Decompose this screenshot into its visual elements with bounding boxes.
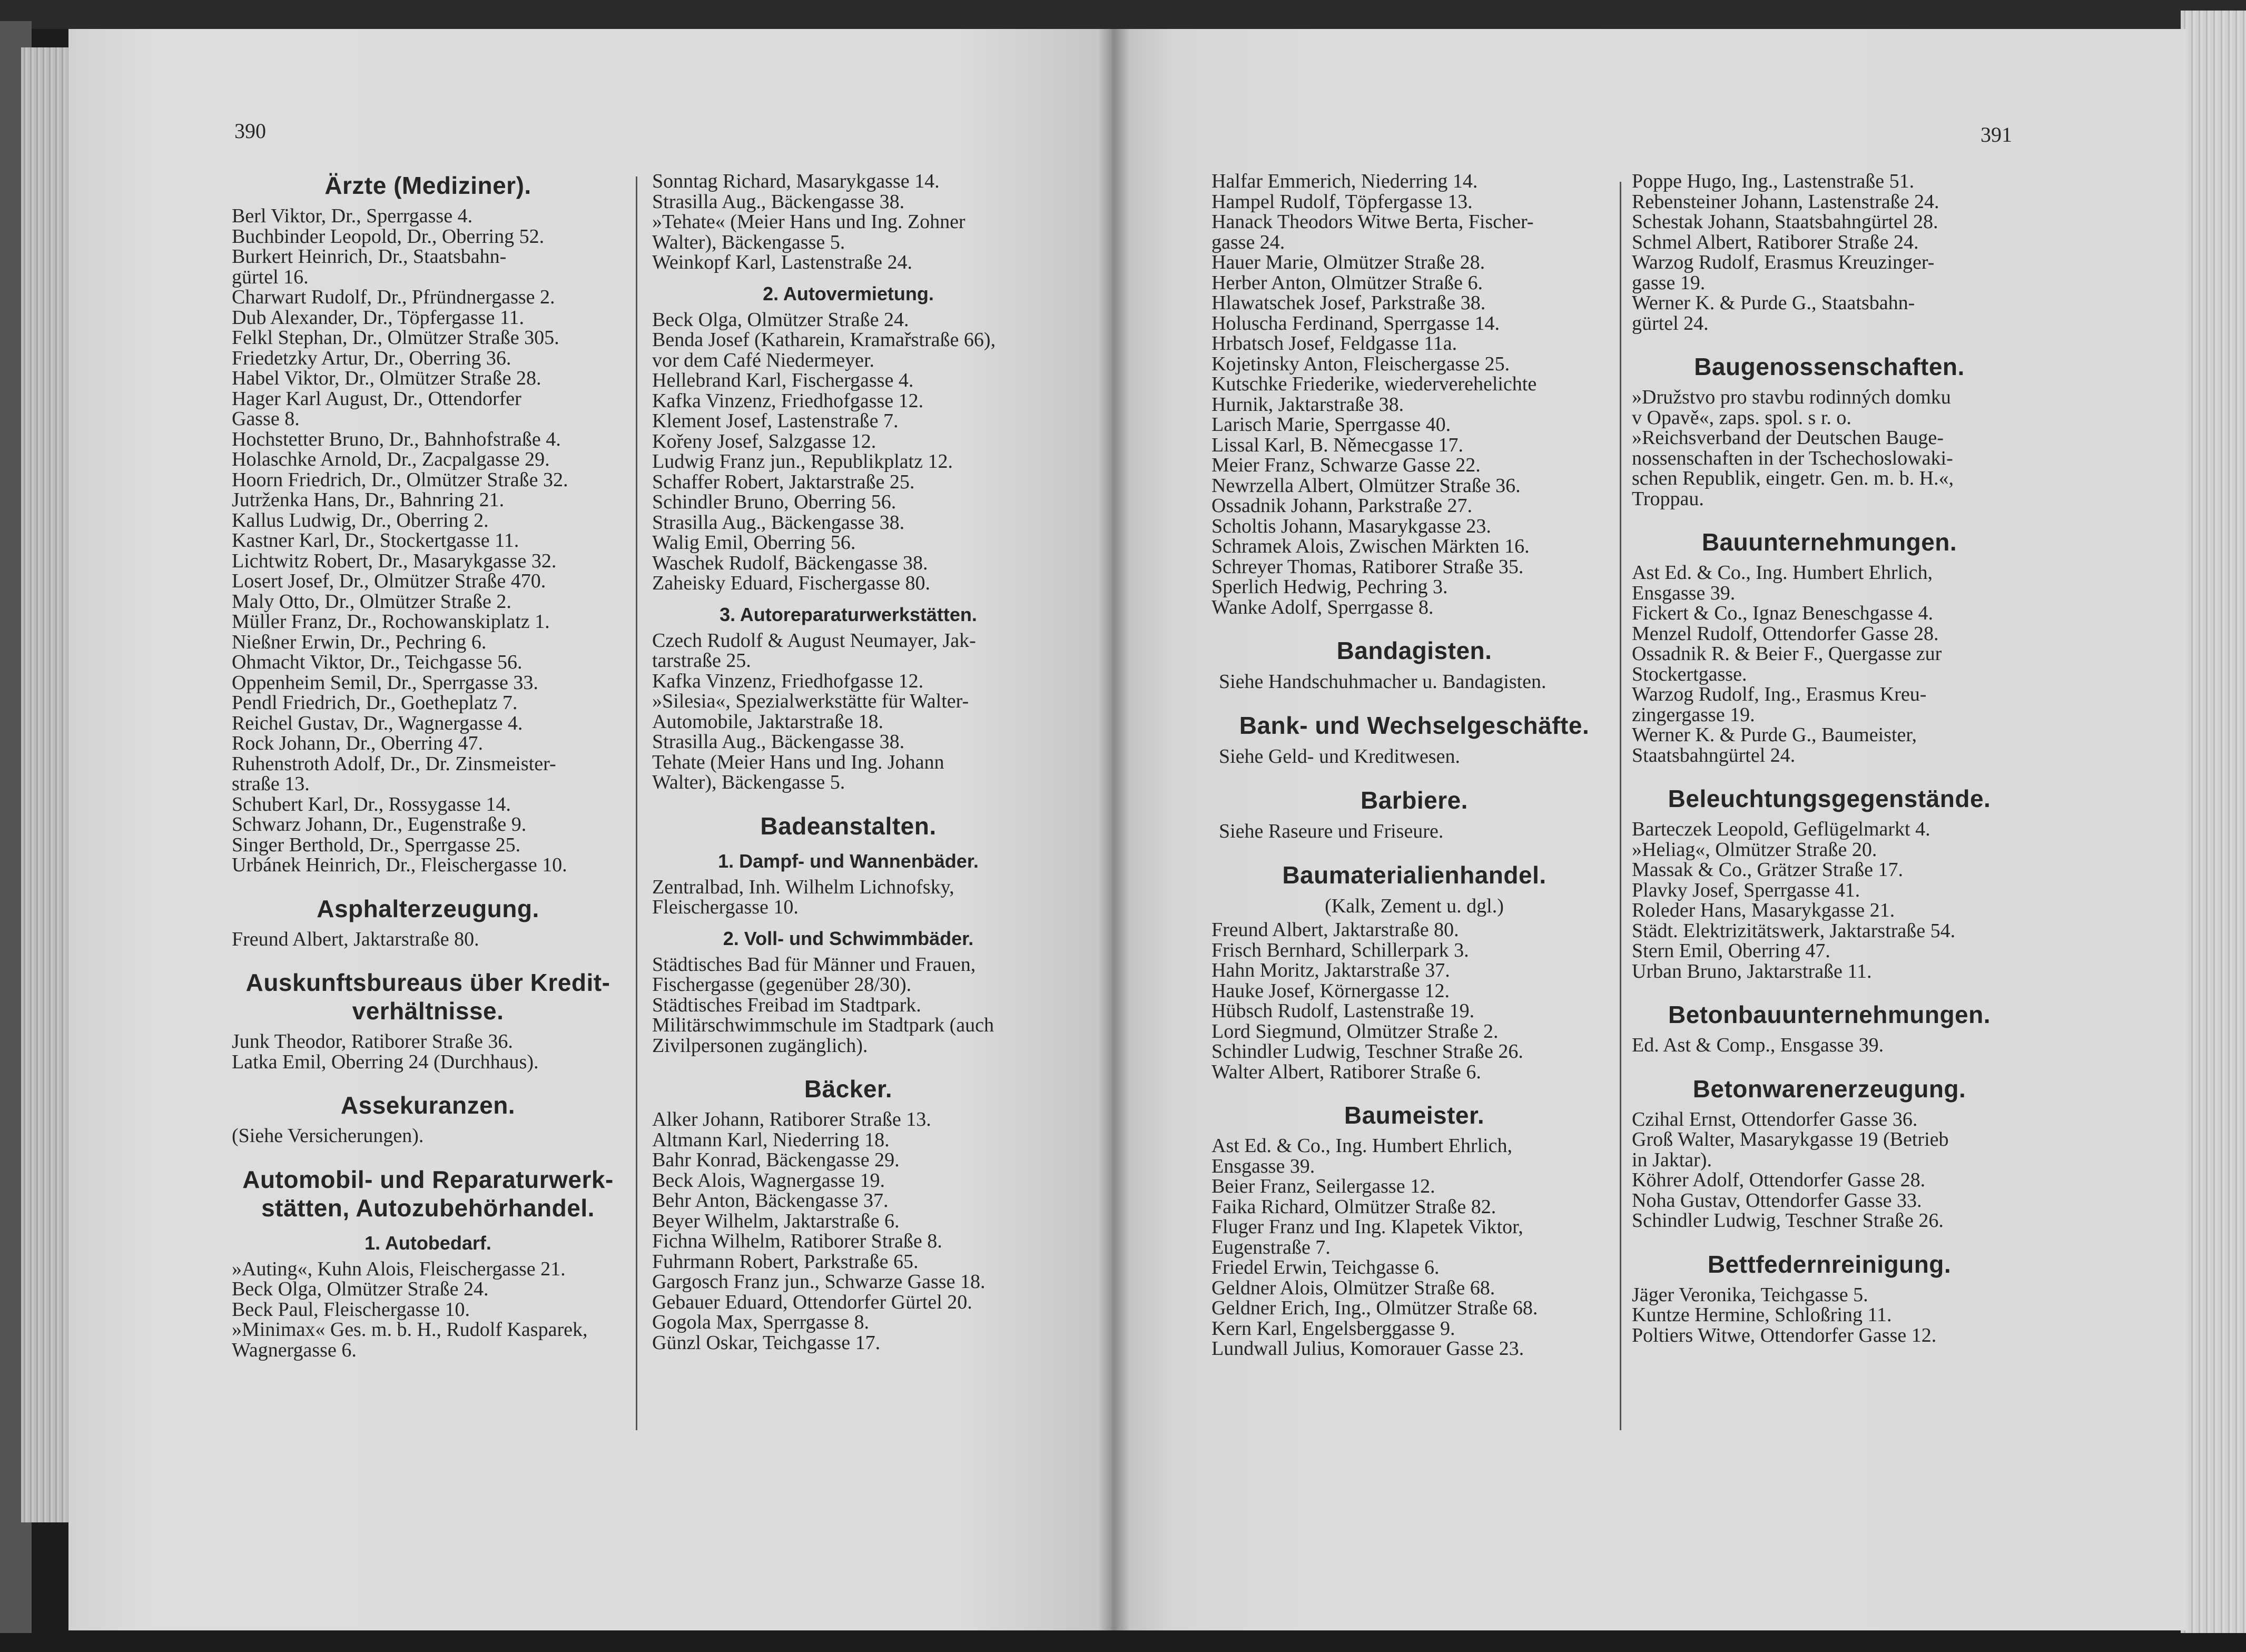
directory-entry: Strasilla Aug., Bäckengasse 38. [652, 731, 905, 753]
directory-entry: Kastner Karl, Dr., Stockertgasse 11. [232, 529, 519, 552]
directory-entry: Waschek Rudolf, Bäckengasse 38. [652, 552, 928, 574]
directory-entry: Jutrženka Hans, Dr., Bahnring 21. [232, 489, 505, 511]
directory-entry: Städtisches Bad für Männer und Frauen, [652, 953, 976, 976]
directory-entry: Hlawatschek Josef, Parkstraße 38. [1211, 292, 1486, 314]
subsection-heading: 2. Voll- und Schwimmbäder. [723, 927, 974, 949]
directory-entry: Ed. Ast & Comp., Ensgasse 39. [1632, 1034, 1884, 1056]
directory-entry: Newrzella Albert, Olmützer Straße 36. [1211, 474, 1521, 497]
directory-entry: Poltiers Witwe, Ottendorfer Gasse 12. [1632, 1324, 1937, 1346]
subsection-heading: 3. Autoreparaturwerkstätten. [720, 603, 977, 625]
directory-entry: Sonntag Richard, Masarykgasse 14. [652, 170, 940, 192]
directory-entry: Werner K. & Purde G., Baumeister, [1632, 724, 1917, 746]
directory-entry: Holuscha Ferdinand, Sperrgasse 14. [1211, 312, 1500, 335]
directory-entry: Fichna Wilhelm, Ratiborer Straße 8. [652, 1230, 942, 1252]
subsection-heading: 2. Autovermietung. [763, 282, 934, 304]
directory-entry: Staatsbahngürtel 24. [1632, 744, 1796, 766]
directory-entry: Hauer Marie, Olmützer Straße 28. [1211, 251, 1485, 273]
directory-entry: tarstraße 25. [652, 650, 751, 672]
directory-entry: Sperlich Hedwig, Pechring 3. [1211, 576, 1448, 598]
directory-entry: Maly Otto, Dr., Olmützer Straße 2. [232, 590, 511, 613]
directory-entry: Faika Richard, Olmützer Straße 82. [1211, 1195, 1496, 1218]
directory-entry: Köhrer Adolf, Ottendorfer Gasse 28. [1632, 1169, 1926, 1191]
directory-entry: Schindler Bruno, Oberring 56. [652, 491, 897, 513]
directory-entry: Schmel Albert, Ratiborer Straße 24. [1632, 231, 1919, 253]
directory-entry: Zaheisky Eduard, Fischergasse 80. [652, 572, 931, 594]
directory-entry: Ossadnik R. & Beier F., Quergasse zur [1632, 643, 1942, 665]
column-3 [1211, 171, 1617, 1359]
directory-entry: Hrbatsch Josef, Feldgasse 11a. [1211, 332, 1457, 355]
directory-entry: zingergasse 19. [1632, 703, 1755, 726]
directory-entry: Freund Albert, Jaktarstraße 80. [232, 928, 479, 950]
directory-entry: Buchbinder Leopold, Dr., Oberring 52. [232, 225, 545, 248]
directory-entry: Massak & Co., Grätzer Straße 17. [1632, 859, 1903, 881]
directory-entry: Urban Bruno, Jaktarstraße 11. [1632, 960, 1872, 982]
directory-entry: Fischergasse (gegenüber 28/30). [652, 974, 912, 996]
directory-entry: Beck Paul, Fleischergasse 10. [232, 1298, 470, 1321]
directory-entry: Werner K. & Purde G., Staatsbahn- [1632, 292, 1915, 314]
directory-entry: Meier Franz, Schwarze Gasse 22. [1211, 454, 1481, 476]
directory-entry: v Opavě«, zaps. spol. s r. o. [1632, 406, 1851, 429]
column-1 [232, 171, 624, 1360]
directory-entry: Beck Olga, Olmützer Straße 24. [652, 308, 909, 331]
directory-entry: Bahr Konrad, Bäckengasse 29. [652, 1149, 900, 1171]
directory-entry: Oppenheim Semil, Dr., Sperrgasse 33. [232, 671, 538, 694]
directory-entry: Singer Berthold, Dr., Sperrgasse 25. [232, 833, 521, 856]
directory-entry: Beck Alois, Wagnergasse 19. [652, 1169, 885, 1192]
directory-entry: Plavky Josef, Sperrgasse 41. [1632, 879, 1860, 901]
directory-entry: »Heliag«, Olmützer Straße 20. [1632, 838, 1877, 861]
directory-entry: »Družstvo pro stavbu rodinných domku [1632, 386, 1951, 408]
directory-entry: Fluger Franz und Ing. Klapetek Viktor, [1211, 1216, 1523, 1238]
column-rule-left-page [636, 176, 637, 1430]
directory-entry: Hahn Moritz, Jaktarstraße 37. [1211, 959, 1450, 981]
directory-entry: Schestak Johann, Staatsbahngürtel 28. [1632, 211, 1938, 233]
directory-entry: Roleder Hans, Masarykgasse 21. [1632, 899, 1895, 921]
subsection-heading: 1. Dampf- und Wannenbäder. [718, 850, 979, 872]
directory-entry: Lissal Karl, B. Němecgasse 17. [1211, 434, 1464, 456]
directory-entry: Fleischergasse 10. [652, 896, 799, 918]
directory-entry: Rebensteiner Johann, Lastenstraße 24. [1632, 190, 1939, 213]
directory-entry: gürtel 24. [1632, 312, 1709, 335]
directory-entry: »Silesia«, Spezialwerkstätte für Walter- [652, 690, 969, 712]
directory-entry: nossenschaften in der Tschechoslowaki- [1632, 447, 1953, 469]
page-number-left: 390 [234, 119, 266, 143]
directory-entry: Kallus Ludwig, Dr., Oberring 2. [232, 509, 489, 532]
section-heading: Baumeister. [1344, 1102, 1485, 1129]
directory-entry: Latka Emil, Oberring 24 (Durchhaus). [232, 1050, 539, 1073]
directory-entry: Benda Josef (Katharein, Kramařstraße 66), [652, 329, 996, 351]
directory-entry: Jäger Veronika, Teichgasse 5. [1632, 1283, 1868, 1306]
directory-entry: Kuntze Hermine, Schloßring 11. [1632, 1304, 1892, 1326]
section-heading: Ärzte (Mediziner). [324, 172, 531, 199]
scan-backdrop-top [0, 0, 2246, 29]
directory-entry: Schindler Ludwig, Teschner Straße 26. [1211, 1040, 1523, 1063]
directory-entry: Beyer Wilhelm, Jaktarstraße 6. [652, 1210, 900, 1232]
directory-entry: Wanke Adolf, Sperrgasse 8. [1211, 596, 1434, 618]
directory-entry: Troppau. [1632, 487, 1704, 510]
book-gutter [1098, 29, 1130, 1630]
section-heading: Bank- und Wechselgeschäfte. [1239, 712, 1590, 739]
directory-entry: Charwart Rudolf, Dr., Pfründnergasse 2. [232, 286, 555, 308]
directory-entry: Hoorn Friedrich, Dr., Olmützer Straße 32. [232, 468, 568, 491]
directory-entry: Automobile, Jaktarstraße 18. [652, 710, 884, 733]
directory-entry: Hurnik, Jaktarstraße 38. [1211, 393, 1404, 416]
directory-entry: Kojetinsky Anton, Fleischergasse 25. [1211, 352, 1510, 375]
directory-entry: Hanack Theodors Witwe Berta, Fischer- [1211, 211, 1534, 233]
directory-entry: Fuhrmann Robert, Parkstraße 65. [652, 1250, 919, 1273]
directory-entry: Larisch Marie, Sperrgasse 40. [1211, 414, 1451, 436]
directory-entry: Habel Viktor, Dr., Olmützer Straße 28. [232, 367, 541, 389]
directory-entry: vor dem Café Niedermeyer. [652, 349, 875, 371]
section-heading: Badeanstalten. [760, 812, 937, 840]
directory-entry: Geldner Erich, Ing., Olmützer Straße 68. [1211, 1297, 1538, 1319]
directory-entry: Burkert Heinrich, Dr., Staatsbahn- [232, 245, 507, 268]
section-heading: Automobil- und Reparaturwerk- [242, 1165, 614, 1193]
directory-entry: Halfar Emmerich, Niederring 14. [1211, 170, 1478, 192]
directory-entry: Hübsch Rudolf, Lastenstraße 19. [1211, 1000, 1475, 1022]
directory-entry: Friedetzky Artur, Dr., Oberring 36. [232, 347, 511, 369]
directory-entry: Ast Ed. & Co., Ing. Humbert Ehrlich, [1211, 1135, 1512, 1157]
directory-entry: Nießner Erwin, Dr., Pechring 6. [232, 631, 487, 653]
section-heading: Assekuranzen. [340, 1092, 516, 1119]
directory-entry: Menzel Rudolf, Ottendorfer Gasse 28. [1632, 622, 1939, 645]
directory-entry: Schwarz Johann, Dr., Eugenstraße 9. [232, 813, 527, 835]
section-heading: Baugenossenschaften. [1694, 353, 1965, 380]
directory-entry: Müller Franz, Dr., Rochowanskiplatz 1. [232, 611, 550, 633]
directory-entry: Strasilla Aug., Bäckengasse 38. [652, 190, 905, 213]
directory-entry: Ludwig Franz jun., Republikplatz 12. [652, 450, 953, 473]
directory-entry: »Auting«, Kuhn Alois, Fleischergasse 21. [232, 1257, 566, 1280]
section-heading: Baumaterialienhandel. [1282, 861, 1546, 889]
directory-entry: Herber Anton, Olmützer Straße 6. [1211, 271, 1483, 294]
directory-entry: Schubert Karl, Dr., Rossygasse 14. [232, 793, 511, 815]
directory-entry: Strasilla Aug., Bäckengasse 38. [652, 511, 905, 534]
directory-entry: Militärschwimmschule im Stadtpark (auch [652, 1014, 994, 1036]
directory-entry: Städt. Elektrizitätswerk, Jaktarstraße 54. [1632, 919, 1956, 942]
directory-entry: Hauke Josef, Körnergasse 12. [1211, 979, 1450, 1002]
directory-entry: Kern Karl, Engelsberggasse 9. [1211, 1317, 1455, 1340]
directory-entry: Zentralbad, Inh. Wilhelm Lichnofsky, [652, 876, 954, 898]
directory-entry: Klement Josef, Lastenstraße 7. [652, 410, 899, 432]
directory-entry: Felkl Stephan, Dr., Olmützer Straße 305. [232, 327, 559, 349]
directory-entry: Berl Viktor, Dr., Sperrgasse 4. [232, 205, 473, 227]
section-heading: Bäcker. [804, 1075, 893, 1103]
subsection-heading: 1. Autobedarf. [365, 1232, 491, 1254]
directory-entry: Barteczek Leopold, Geflügelmarkt 4. [1632, 818, 1930, 840]
directory-entry: Czihal Ernst, Ottendorfer Gasse 36. [1632, 1108, 1918, 1130]
directory-entry: Holaschke Arnold, Dr., Zacpalgasse 29. [232, 448, 550, 470]
cross-reference-note: Siehe Geld- und Kreditwesen. [1219, 745, 1460, 768]
directory-entry: gasse 24. [1211, 231, 1285, 253]
directory-entry: in Jaktar). [1632, 1148, 1712, 1171]
column-rule-right-page [1620, 182, 1621, 1430]
directory-entry: Kutschke Friederike, wiederverehelichte [1211, 373, 1537, 395]
directory-entry: Fickert & Co., Ignaz Beneschgasse 4. [1632, 602, 1933, 624]
directory-entry: gasse 19. [1632, 271, 1706, 294]
directory-entry: Tehate (Meier Hans und Ing. Johann [652, 751, 944, 773]
directory-entry: Poppe Hugo, Ing., Lastenstraße 51. [1632, 170, 1915, 192]
directory-entry: Schindler Ludwig, Teschner Straße 26. [1632, 1210, 1944, 1232]
section-heading: Beleuchtungsgegenstände. [1668, 785, 1991, 812]
directory-entry: Lichtwitz Robert, Dr., Masarykgasse 32. [232, 549, 557, 572]
directory-entry: Kořeny Josef, Salzgasse 12. [652, 430, 876, 453]
directory-entry: Hellebrand Karl, Fischergasse 4. [652, 369, 914, 391]
directory-entry: Junk Theodor, Ratiborer Straße 36. [232, 1030, 513, 1053]
section-heading: Asphalterzeugung. [317, 894, 539, 922]
directory-entry: Groß Walter, Masarykgasse 19 (Betrieb [1632, 1128, 1949, 1150]
directory-entry: Eugenstraße 7. [1211, 1236, 1331, 1258]
directory-entry: Freund Albert, Jaktarstraße 80. [1211, 919, 1459, 941]
directory-entry: Warzog Rudolf, Ing., Erasmus Kreu- [1632, 683, 1927, 705]
directory-entry: Stern Emil, Oberring 47. [1632, 940, 1830, 962]
directory-entry: Gogola Max, Sperrgasse 8. [652, 1311, 869, 1333]
directory-entry: Walig Emil, Oberring 56. [652, 532, 856, 554]
directory-entry: gürtel 16. [232, 266, 309, 288]
cross-reference-note: Siehe Raseure und Friseure. [1219, 820, 1444, 842]
page-number-right: 391 [1981, 123, 2012, 146]
directory-entry: Rock Johann, Dr., Oberring 47. [232, 732, 484, 754]
book-edge-right [2181, 11, 2246, 1633]
directory-entry: Reichel Gustav, Dr., Wagnergasse 4. [232, 712, 523, 734]
directory-entry: Gargosch Franz jun., Schwarze Gasse 18. [652, 1271, 986, 1293]
directory-entry: Frisch Bernhard, Schillerpark 3. [1211, 939, 1469, 961]
directory-entry: Urbánek Heinrich, Dr., Fleischergasse 10. [232, 854, 567, 876]
directory-entry: schen Republik, eingetr. Gen. m. b. H.«, [1632, 467, 1954, 489]
directory-entry: Wagnergasse 6. [232, 1339, 357, 1361]
directory-entry: »Tehate« (Meier Hans und Ing. Zohner [652, 211, 966, 233]
section-heading: Bettfedernreinigung. [1707, 1250, 1952, 1278]
directory-entry: Kafka Vinzenz, Friedhofgasse 12. [652, 389, 924, 412]
directory-entry: Schaffer Robert, Jaktarstraße 25. [652, 470, 915, 493]
directory-entry: Ast Ed. & Co., Ing. Humbert Ehrlich, [1632, 562, 1933, 584]
directory-entry: Altmann Karl, Niederring 18. [652, 1128, 890, 1151]
section-heading: Betonwarenerzeugung. [1692, 1075, 1966, 1103]
directory-entry: Weinkopf Karl, Lastenstraße 24. [652, 251, 912, 273]
book-edge-left [21, 47, 74, 1522]
directory-entry: »Minimax« Ges. m. b. H., Rudolf Kasparek, [232, 1319, 588, 1341]
directory-entry: Zivilpersonen zugänglich). [652, 1034, 868, 1057]
directory-entry: Ossadnik Johann, Parkstraße 27. [1211, 495, 1472, 517]
column-4 [1632, 171, 2027, 1345]
directory-entry: Stockertgasse. [1632, 663, 1747, 685]
directory-entry: Hager Karl August, Dr., Ottendorfer [232, 387, 521, 410]
directory-entry: Losert Josef, Dr., Olmützer Straße 470. [232, 570, 546, 592]
directory-entry: Dub Alexander, Dr., Töpfergasse 11. [232, 306, 524, 329]
directory-entry: Günzl Oskar, Teichgasse 17. [652, 1331, 881, 1354]
directory-entry: Kafka Vinzenz, Friedhofgasse 12. [652, 670, 924, 692]
cross-reference-note: Siehe Handschuhmacher u. Bandagisten. [1219, 671, 1546, 693]
directory-entry: (Siehe Versicherungen). [232, 1125, 424, 1147]
directory-entry: straße 13. [232, 773, 310, 795]
section-heading: Betonbauunternehmungen. [1668, 1001, 1991, 1028]
section-heading: Barbiere. [1361, 786, 1468, 814]
directory-entry: Friedel Erwin, Teichgasse 6. [1211, 1256, 1440, 1279]
directory-entry: Schramek Alois, Zwischen Märkten 16. [1211, 535, 1530, 557]
column-2 [652, 171, 1045, 1353]
directory-entry: Czech Rudolf & August Neumayer, Jak- [652, 629, 976, 652]
section-note: (Kalk, Zement u. dgl.) [1325, 895, 1504, 917]
directory-entry: Schreyer Thomas, Ratiborer Straße 35. [1211, 555, 1524, 578]
directory-entry: Lord Siegmund, Olmützer Straße 2. [1211, 1020, 1499, 1043]
directory-entry: Ensgasse 39. [1211, 1155, 1315, 1177]
section-heading: Bauunternehmungen. [1701, 528, 1957, 556]
directory-entry: Hochstetter Bruno, Dr., Bahnhofstraße 4. [232, 428, 561, 450]
section-heading: Bandagisten. [1336, 637, 1492, 664]
directory-entry: Hampel Rudolf, Töpfergasse 13. [1211, 190, 1473, 213]
directory-entry: Gebauer Eduard, Ottendorfer Gürtel 20. [652, 1291, 972, 1313]
directory-entry: Geldner Alois, Olmützer Straße 68. [1211, 1276, 1495, 1299]
directory-entry: Alker Johann, Ratiborer Straße 13. [652, 1108, 931, 1130]
directory-entry: Walter), Bäckengasse 5. [652, 231, 845, 253]
directory-entry: Walter Albert, Ratiborer Straße 6. [1211, 1060, 1481, 1083]
section-heading: stätten, Autozubehörhandel. [261, 1194, 595, 1222]
directory-entry: »Reichsverband der Deutschen Bauge- [1632, 427, 1944, 449]
directory-entry: Noha Gustav, Ottendorfer Gasse 33. [1632, 1189, 1922, 1212]
directory-entry: Ruhenstroth Adolf, Dr., Dr. Zinsmeister- [232, 752, 556, 775]
directory-entry: Beck Olga, Olmützer Straße 24. [232, 1278, 489, 1300]
section-heading: Auskunftsbureaus über Kredit- [245, 969, 610, 996]
directory-entry: Städtisches Freibad im Stadtpark. [652, 994, 921, 1016]
directory-entry: Ohmacht Viktor, Dr., Teichgasse 56. [232, 651, 523, 673]
directory-entry: Scholtis Johann, Masarykgasse 23. [1211, 515, 1491, 537]
directory-entry: Warzog Rudolf, Erasmus Kreuzinger- [1632, 251, 1935, 273]
directory-entry: Behr Anton, Bäckengasse 37. [652, 1189, 889, 1212]
directory-entry: Pendl Friedrich, Dr., Goetheplatz 7. [232, 692, 518, 714]
directory-entry: Lundwall Julius, Komorauer Gasse 23. [1211, 1338, 1524, 1360]
directory-entry: Gasse 8. [232, 408, 300, 430]
directory-entry: Beier Franz, Seilergasse 12. [1211, 1175, 1435, 1197]
directory-entry: Ensgasse 39. [1632, 582, 1736, 604]
directory-entry: Walter), Bäckengasse 5. [652, 771, 845, 793]
section-heading: verhältnisse. [352, 997, 504, 1025]
